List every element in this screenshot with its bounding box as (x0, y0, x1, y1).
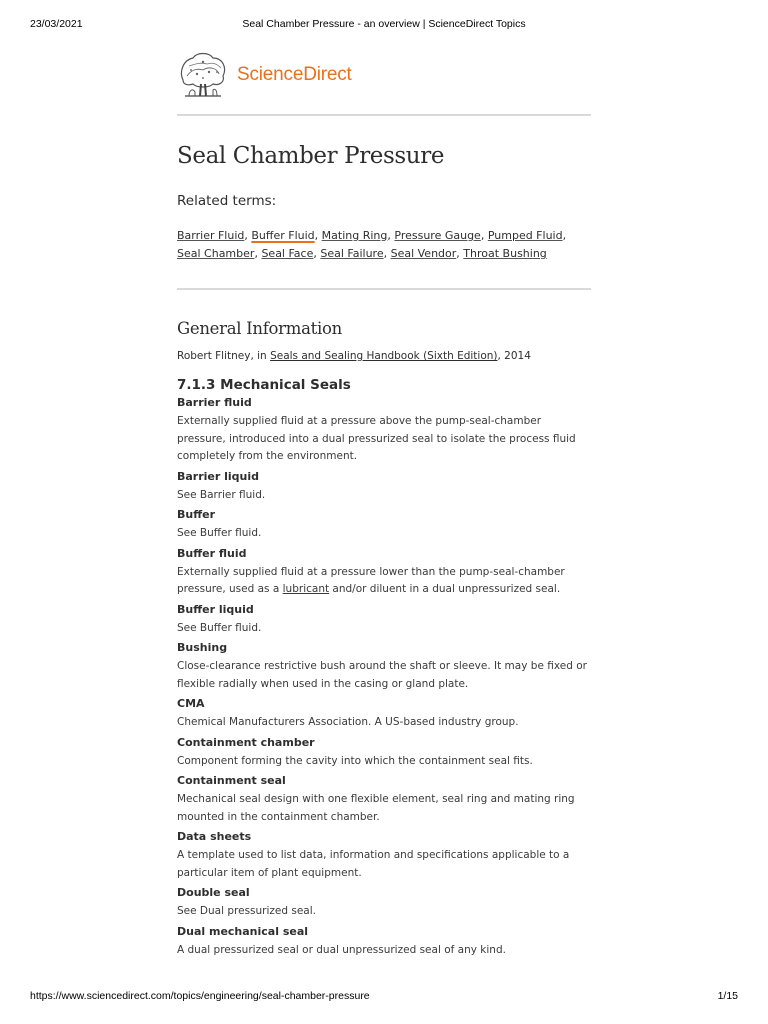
article-content (177, 48, 591, 962)
glossary-entry (177, 546, 591, 599)
glossary-entry (177, 885, 591, 921)
related-term-link[interactable]: Pumped Fluid (487, 229, 563, 242)
glossary-definition (177, 564, 591, 599)
page-number: 1/15 (717, 990, 738, 1002)
print-footer (30, 990, 738, 1004)
glossary-term: Bushing (177, 641, 228, 654)
related-term-link[interactable]: Seal Face (261, 247, 314, 260)
glossary-definition: Component forming the cavity into which the containment seal fits. (177, 754, 533, 767)
print-header (30, 18, 738, 32)
elsevier-tree-icon (177, 50, 229, 100)
related-term-link[interactable]: Barrier Fluid (177, 229, 245, 242)
glossary (177, 395, 591, 959)
glossary-term: Barrier fluid (177, 396, 252, 409)
glossary-term: Containment seal (177, 774, 286, 787)
glossary-definition: A dual pressurized seal or dual unpressurized seal of any kind. (177, 943, 506, 956)
citation-year: , 2014 (497, 350, 531, 362)
glossary-definition: See Barrier fluid. (177, 488, 266, 501)
citation (177, 350, 591, 362)
section-title: General Information (177, 319, 342, 338)
related-term-link[interactable]: Buffer Fluid (251, 229, 315, 242)
related-terms-heading: Related terms: (177, 193, 277, 209)
divider (177, 288, 591, 290)
related-term-link[interactable]: Seal Failure (320, 247, 384, 260)
related-terms-list: Barrier Fluid, Buffer Fluid, Mating Ring, Pressure Gauge, Pumped Fluid, Seal Chamber, Seal Face, Seal Failure, Seal Vendor, Throat Bushing (177, 229, 567, 260)
glossary-term: Buffer fluid (177, 546, 247, 560)
related-term-link[interactable]: Seal Vendor (390, 247, 457, 260)
glossary-term: Dual mechanical seal (177, 924, 309, 938)
glossary-term: Barrier liquid (177, 469, 260, 483)
brand-name: ScienceDirect (237, 64, 352, 85)
glossary-entry (177, 469, 591, 505)
subsection-title: 7.1.3 Mechanical Seals (177, 377, 351, 393)
glossary-term: Buffer (177, 508, 216, 521)
glossary-definition: Externally supplied fluid at a pressure above the pump-seal-chamber pressure, introduced into a dual pressurized seal to isolate the process fluid completely from the environment. (177, 415, 576, 462)
glossary-definition: Mechanical seal design with one flexible element, seal ring and mating ring mounted in the containment chamber. (177, 793, 575, 823)
citation-author: Robert Flitney, in (177, 350, 271, 362)
glossary-entry (177, 696, 591, 732)
lubricant-link[interactable]: lubricant (282, 583, 330, 595)
glossary-entry (177, 829, 591, 882)
glossary-term: CMA (177, 697, 205, 710)
print-date: 23/03/2021 (30, 18, 83, 30)
glossary-definition: See Buffer fluid. (177, 527, 262, 539)
definition-text: Externally supplied fluid at a pressure lower than the pump-seal-chamber pressure, used as a (177, 565, 565, 595)
citation-source-link[interactable]: Seals and Sealing Handbook (Sixth Edition) (270, 350, 498, 362)
print-url: https://www.sciencedirect.com/topics/engineering/seal-chamber-pressure (30, 990, 370, 1002)
definition-text: and/or diluent in a dual unpressurized seal. (329, 583, 561, 595)
glossary-entry (177, 924, 591, 960)
related-term-link[interactable]: Seal Chamber (177, 247, 255, 260)
page-title: Seal Chamber Pressure (177, 143, 445, 169)
glossary-entry (177, 640, 591, 693)
print-page-title: Seal Chamber Pressure - an overview | ScienceDirect Topics (242, 18, 526, 30)
glossary-definition: See Buffer fluid. (177, 621, 262, 634)
brand-header[interactable] (177, 48, 591, 102)
glossary-term: Buffer liquid (177, 602, 254, 616)
related-term-link[interactable]: Pressure Gauge (394, 229, 481, 242)
related-term-link[interactable]: Mating Ring (321, 229, 388, 242)
glossary-term: Double seal (177, 886, 250, 899)
glossary-entry (177, 507, 591, 543)
glossary-definition: Chemical Manufacturers Association. A US-based industry group. (177, 716, 519, 728)
glossary-definition: Close-clearance restrictive bush around the shaft or sleeve. It may be fixed or flexible radially when used in the casing or gland plate. (177, 660, 587, 690)
related-term-link[interactable]: Throat Bushing (463, 247, 547, 260)
glossary-entry (177, 773, 591, 826)
glossary-definition: A template used to list data, information and specifications applicable to a particular item of plant equipment. (177, 849, 570, 879)
glossary-term: Data sheets (177, 830, 252, 843)
glossary-entry (177, 735, 591, 771)
glossary-term: Containment chamber (177, 735, 315, 749)
glossary-entry (177, 602, 591, 638)
divider (177, 114, 591, 116)
glossary-entry (177, 395, 591, 466)
glossary-definition: See Dual pressurized seal. (177, 905, 316, 917)
